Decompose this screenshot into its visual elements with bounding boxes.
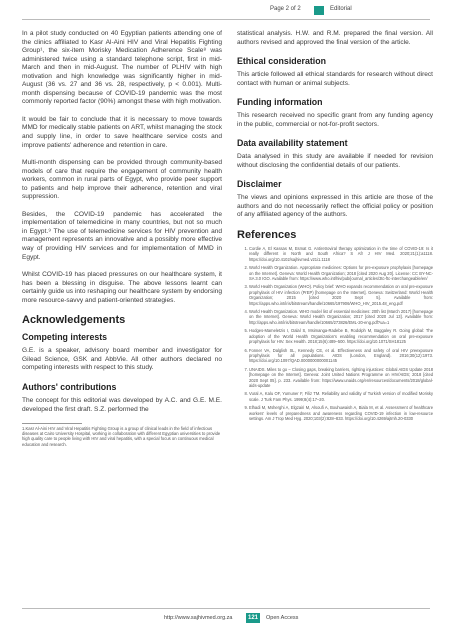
funding-heading: Funding information bbox=[237, 97, 323, 108]
page-number: 121 bbox=[247, 615, 258, 621]
open-access-label: Open Access bbox=[266, 615, 299, 621]
author-contributions-heading: Authors' contributions bbox=[22, 381, 117, 392]
reference-item: 6. Fonner VA, Dalglish SL, Kennedy CE, et al. Effectiveness and safety of oral HIV preexposure prophylaxis for all populations. AIDS (London, England). 2016;30(12):1973. https://doi.org/10.1097/QAD.0000000000001145 bbox=[249, 348, 433, 364]
disclaimer-text: The views and opinions expressed in this article are those of the authors and do not necessarily reflect the official policy or position of any affiliated agency of the authors. bbox=[237, 194, 433, 219]
reference-list bbox=[237, 246, 433, 421]
ethical-heading: Ethical consideration bbox=[237, 56, 326, 67]
page-header bbox=[0, 6, 453, 18]
reference-item: 1. Cordie A, El Kassas M, Esmat G. Antiretroviral therapy optimization in the time of COVID-19: Is it really different in North and South Africa? S Afr J HIV Med. 2020;21(1):a1118. https://doi.org/10.4102/sajhivmed.v21i1.1118 bbox=[249, 246, 433, 262]
reference-item: 8. Vural A, Kalu OF, Yumuner F, Filiz TM. Reliability and validity of Turkish version of modified Morisky scale. J Turk Fam Phys. 1999;8(4):17–20. bbox=[249, 391, 433, 402]
disclaimer-heading: Disclaimer bbox=[237, 179, 282, 190]
acknowledgements-heading: Acknowledgements bbox=[22, 314, 126, 327]
author-contributions-text: The concept for this editorial was developed by A.C. and G.E. M.E. developed the first draft. S.Z. performed the bbox=[22, 396, 222, 413]
header-divider bbox=[22, 19, 430, 20]
right-column bbox=[237, 30, 433, 424]
funding-text: This research received no specific grant from any funding agency in the public, commercial or not-for-profit sectors. bbox=[237, 112, 433, 128]
footnote-rule bbox=[22, 423, 82, 424]
data-availability-heading: Data availability statement bbox=[237, 138, 348, 149]
reference-item: 7. UNAIDS. Miles to go – Closing gaps, breaking barriers, righting injustices: Global AIDS Update 2018 [homepage on the Internet]. Geneva: Joint United Nations Programme on HIV/AIDS; 2018 [cited 2020 Sept 05]. p. 233. Available from: https://www.unaids.org/en/resources/documents/2018/global-aids-update bbox=[249, 367, 433, 389]
left-column bbox=[22, 30, 222, 447]
footer-divider bbox=[22, 608, 430, 609]
reference-item: 3. World Health Organization (WHO). Policy brief: WHO expands recommendation on oral pre-exposure prophylaxis of HIV infection (PrEP) [homepage on the Internet]. Geneva: Switzerland: World Health Organization; 2015 [cited 2020 Sept 5]. Available from: https://apps.who.int/iris/bitstream/handle/10665/197906/WHO_HIV_2015.48_eng.pdf bbox=[249, 284, 433, 306]
body-paragraph: Multi-month dispensing can be provided through community-based models of care that require the engagement of community health workers, common in rural parts of Egypt, who provide peer support to patients and help improve their adherence, retention and viral suppression. bbox=[22, 159, 222, 201]
body-paragraph: Whilst COVID-19 has placed pressures on our healthcare system, it has been a blessing in disguise. The above lessons learnt can certainly guide us into reshaping our healthcare system by endorsing more resource-savvy and patient-oriented strategies. bbox=[22, 271, 222, 304]
journal-url-link[interactable]: http://www.sajhivmed.org.za bbox=[164, 615, 233, 621]
reference-item: 2. World Health Organization. Appropriate medicines: Options for pre-exposure prophylaxis [homepage on the Internet]. Geneva: World Health Organization; 2018 [cited 2020 Aug 20]. License: CC BY-NC-SA 3.0 IGO. Available from: https://www.who.int/hiv/pub/journal_articles/3tc-ftc-interchangeable/en/ bbox=[249, 265, 433, 281]
data-availability-text: Data analysed in this study are available if needed for revision without disclosing the confidential details of our patients. bbox=[237, 153, 433, 169]
reference-item: 4. World Health Organization. WHO model list of essential medicines: 20th list (March 2017) [homepage on the Internet]. Geneva: World Health Organization; 2017 [cited 2020 Jul 13]. Available from: http://apps.who.int/iris/bitstream/handle/10665/273826/EML-20-eng.pdf?ua=1 bbox=[249, 309, 433, 325]
reference-item: 9. Elhadi M, Msherghi A, Elgzairi M, Alsoufi A, Bouhuwaish A, Biala M, et al. Assessment of healthcare workers' levels of preparedness and awareness regarding COVID-19 infection in low-resource settings. Am J Trop Med Hyg. 2020;103(2):828–833. https://doi.org/10.4269/ajtmh.20-0330 bbox=[249, 405, 433, 421]
footnote: 1.Kasr Al-Aini HIV and Viral Hepatitis Fighting Group is a group of clinical leads in the field of infectious diseases at Cairo University Hospital, working in collaboration with different Egyptian universities to provide high quality care to people living with HIV and viral hepatitis, with a special focus on continuous medical education and research. bbox=[22, 425, 221, 447]
header-accent-bar bbox=[314, 6, 324, 15]
reference-item: 5. Hodges-Mameletzis I, Dalal S, Msimanga-Radebe B, Rodolph M, Baggaley R. Going global: The adoption of the World Health Organization's enabling recommendation on oral pre-exposure prophylaxis for HIV. Sex Health. 2018;15(6):489–500. https://doi.org/10.1071/SH18125 bbox=[249, 328, 433, 344]
body-paragraph: statistical analysis. H.W. and R.M. prepared the final version. All authors revised and approved the final version of the article. bbox=[237, 30, 433, 46]
section-label: Editorial bbox=[330, 6, 352, 12]
ethical-text: This article followed all ethical standards for research without direct contact with human or animal subjects. bbox=[237, 71, 433, 87]
body-paragraph: It would be fair to conclude that it is necessary to move towards MMD for medically stable patients on ART, whilst managing the stock and supply line, in order to save healthcare service costs and improve patients' adherence and retention in care. bbox=[22, 115, 222, 149]
page-footer bbox=[0, 612, 453, 626]
references-heading: References bbox=[237, 229, 297, 242]
competing-interests-text: G.E. is a speaker, advisory board member and investigator for Gilead Science, GSK and AbbVie. All other authors declared no competing interests with respect to this study. bbox=[22, 347, 222, 372]
body-paragraph: Besides, the COVID-19 pandemic has accelerated the implementation of telemedicine in many countries, but not so much in Egypt.⁹ The use of telemedicine services for HIV prevention and management represents an innovative and a possibly more effective way of providing HIV services and for implementation of MMD in Egypt. bbox=[22, 210, 222, 261]
competing-interests-heading: Competing interests bbox=[22, 332, 108, 343]
body-paragraph: In a pilot study conducted on 40 Egyptian patients attending one of the clinics affiliated to Kasr Al-Aini HIV and Viral Hepatitis Fighting Group¹, the six-item Morisky Medication Adherence Scale⁸ was administered twice using a standard telephone script, first in mid-March and then in mid-August. The number of PLHIV with high motivation and high knowledge was significantly higher in mid-August (36 vs. 27 and 36 vs. 28, respectively, p < 0.001). Multi-month dispensing because of COVID-19 pandemic was the most commonly reported factor (90%) amongst these with high motivation. bbox=[22, 30, 222, 106]
page-label: Page 2 of 2 bbox=[270, 6, 301, 12]
